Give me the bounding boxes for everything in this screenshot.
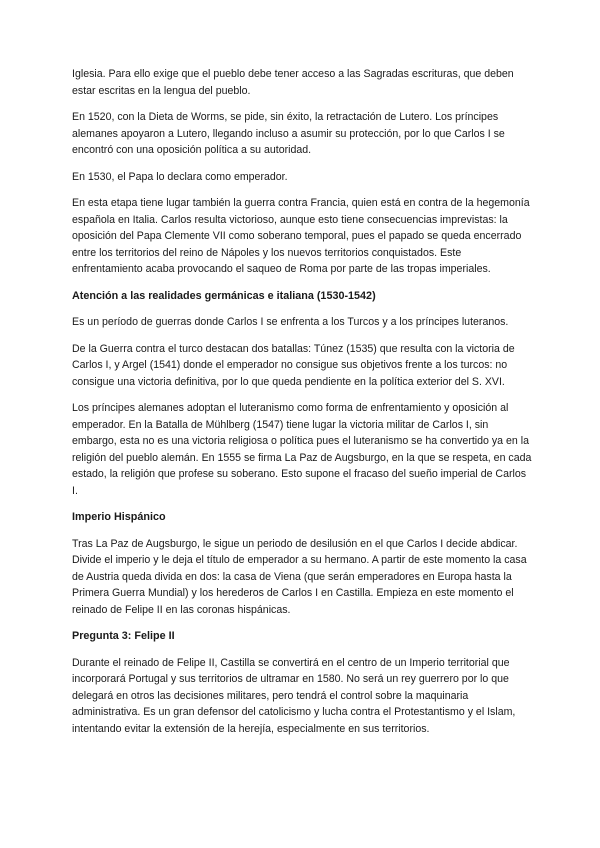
paragraph: De la Guerra contra el turco destacan dos batallas: Túnez (1535) que resulta con la victoria de Carlos I, y Argel (1541) donde el emperador no consigue sus objetivos frente a los turcos: no consigue una victoria definitiva, por lo que queda pendiente en la política exterior del S. XVI. <box>72 342 515 388</box>
paragraph: En 1530, el Papa lo declara como emperador. <box>72 170 288 183</box>
paragraph: Los príncipes alemanes adoptan el luteranismo como forma de enfrentamiento y oposición al emperador. En la Batalla de Mühlberg (1547) tiene lugar la victoria militar de Carlos I, sin embargo, esta no es una victoria religiosa o política pues el luteranismo se ha convertido ya en la religión del pueblo alemán. En 1555 se firma La Paz de Augsburgo, en la que se respeta, en cada estado, la religión que profese su soberano. Esto supone el fracaso del sueño imperial de Carlos I. <box>72 402 532 497</box>
paragraph: Iglesia. Para ello exige que el pueblo debe tener acceso a las Sagradas escrituras, que deben estar escritas en la lengua del pueblo. <box>72 68 514 97</box>
section-heading: Atención a las realidades germánicas e italiana (1530-1542) <box>72 289 376 302</box>
section-heading: Pregunta 3: Felipe II <box>72 630 175 642</box>
paragraph: Durante el reinado de Felipe II, Castilla se convertirá en el centro de un Imperio territorial que incorporará Portugal y sus territorios de ultramar en 1580. No será un rey guerrero por lo que delegará en otros las decisiones militares, pero tendrá el control sobre la maquinaria administrativa. Es un gran defensor del catolicismo y lucha contra el Protestantismo y el Islam, intentando evitar la extensión de la herejía, especialmente en sus territorios. <box>72 656 516 735</box>
paragraph: En esta etapa tiene lugar también la guerra contra Francia, quien está en contra de la hegemonía española en Italia. Carlos resulta victorioso, aunque esto tiene consecuencias imprevistas: la oposición del Papa Clemente VII como soberano temporal, pues el papado se queda encerrado entre los territorios del reino de Nápoles y los nuevos territorios conquistados. Este enfrentamiento acaba provocando el saqueo de Roma por parte de las tropas imperiales. <box>72 197 530 275</box>
paragraph: Es un período de guerras donde Carlos I se enfrenta a los Turcos y a los príncipes luteranos. <box>72 316 509 328</box>
paragraph: Tras La Paz de Augsburgo, le sigue un periodo de desilusión en el que Carlos I decide abdicar. Divide el imperio y le deja el título de emperador a su hermano. A partir de este momento la casa de Austria queda divida en dos: la casa de Viena (que serán emperadores en Europa hasta la Primera Guerra Mundial) y los herederos de Carlos I en Castilla. Empieza en este momento el reinado de Felipe II en las coronas hispánicas. <box>72 537 527 616</box>
section-heading: Imperio Hispánico <box>72 511 166 523</box>
document-body <box>72 66 532 747</box>
paragraph: En 1520, con la Dieta de Worms, se pide, sin éxito, la retractación de Lutero. Los príncipes alemanes apoyaron a Lutero, llegando incluso a asumir su protección, por lo que Carlos I se encontró con una oposición política a su autoridad. <box>72 111 505 156</box>
